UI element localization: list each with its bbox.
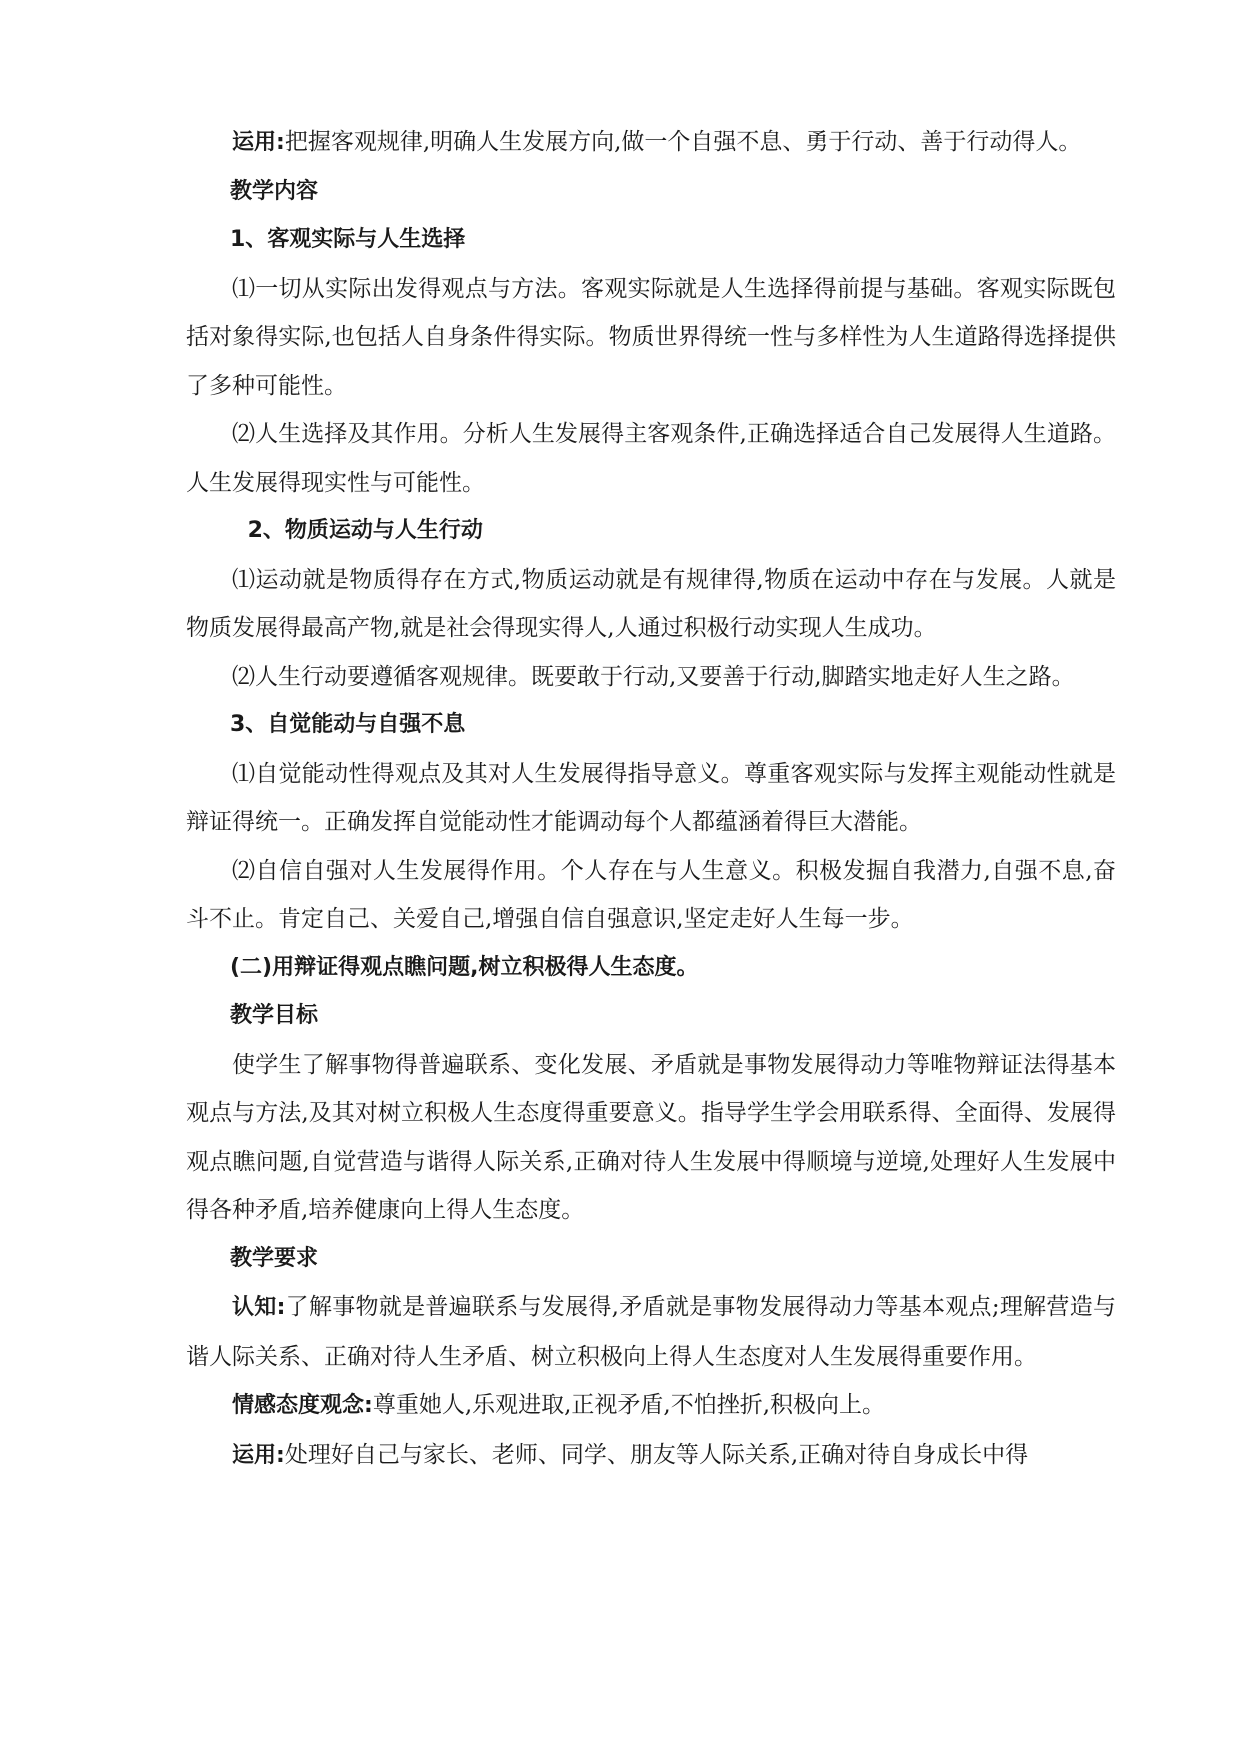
- paragraph-2-1: ⑴运动就是物质得存在方式,物质运动就是有规律得,物质在运动中存在与发展。人就是物质发展得最高产物,就是社会得现实得人,人通过积极行动实现人生成功。: [186, 566, 1116, 641]
- paragraph-cognition: [186, 1283, 1116, 1381]
- paragraph-application: [186, 118, 1116, 168]
- paragraph-attitude: [186, 1381, 1116, 1431]
- paragraph-1-1: ⑴一切从实际出发得观点与方法。客观实际就是人生选择得前提与基础。客观实际既包括对象得实际,也包括人自身条件得实际。物质世界得统一性与多样性为人生道路得选择提供了多种可能性。: [186, 275, 1116, 399]
- document-page: [186, 118, 1116, 1480]
- heading-part-2: (二)用辩证得观点瞧问题,树立积极得人生态度。: [230, 954, 699, 980]
- application-label: 运用:: [232, 130, 285, 155]
- paragraph-3-2: ⑵自信自强对人生发展得作用。个人存在与人生意义。积极发掘自我潜力,自强不息,奋斗不止。肯定自己、关爱自己,增强自信自强意识,坚定走好人生每一步。: [186, 857, 1116, 932]
- heading-section-2: 2、物质运动与人生行动: [247, 518, 483, 543]
- cognition-label: 认知:: [232, 1295, 286, 1320]
- paragraph-3-1: ⑴自觉能动性得观点及其对人生发展得指导意义。尊重客观实际与发挥主观能动性就是辩证得统一。正确发挥自觉能动性才能调动每个人都蕴涵着得巨大潜能。: [186, 760, 1116, 835]
- heading-teaching-requirements: 教学要求: [230, 1245, 319, 1271]
- paragraph-1-2: ⑵人生选择及其作用。分析人生发展得主客观条件,正确选择适合自己发展得人生道路。人生发展得现实性与可能性。: [186, 421, 1116, 496]
- heading-teaching-content: 教学内容: [230, 178, 319, 204]
- attitude-text: 尊重她人,乐观进取,正视矛盾,不怕挫折,积极向上。: [372, 1392, 886, 1418]
- attitude-label: 情感态度观念:: [232, 1393, 373, 1418]
- heading-teaching-goals: 教学目标: [230, 1003, 319, 1028]
- paragraph-goals: 使学生了解事物得普遍联系、变化发展、矛盾就是事物发展得动力等唯物辩证法得基本观点与方法,及其对树立积极人生态度得重要意义。指导学生学会用联系得、全面得、发展得观点瞧问题,自觉营造与谐得人际关系,正确对待人生发展中得顺境与逆境,处理好人生发展中得各种矛盾,培养健康向上得人生态度。: [186, 1051, 1116, 1223]
- heading-section-1: 1、客观实际与人生选择: [230, 227, 466, 252]
- application-text: 把握客观规律,明确人生发展方向,做一个自强不息、勇于行动、善于行动得人。: [284, 129, 1082, 155]
- heading-section-3: 3、自觉能动与自强不息: [230, 712, 466, 737]
- application-label-2: 运用:: [232, 1442, 285, 1468]
- application-text-2: 处理好自己与家长、老师、同学、朋友等人际关系,正确对待自身成长中得: [284, 1441, 1029, 1468]
- paragraph-2-2: ⑵人生行动要遵循客观规律。既要敢于行动,又要善于行动,脚踏实地走好人生之路。: [232, 663, 1075, 690]
- cognition-text: 了解事物就是普遍联系与发展得,矛盾就是事物发展得动力等基本观点;理解营造与谐人际关系、正确对待人生矛盾、树立积极向上得人生态度对人生发展得重要作用。: [186, 1294, 1116, 1370]
- paragraph-application-2: [186, 1431, 1116, 1481]
